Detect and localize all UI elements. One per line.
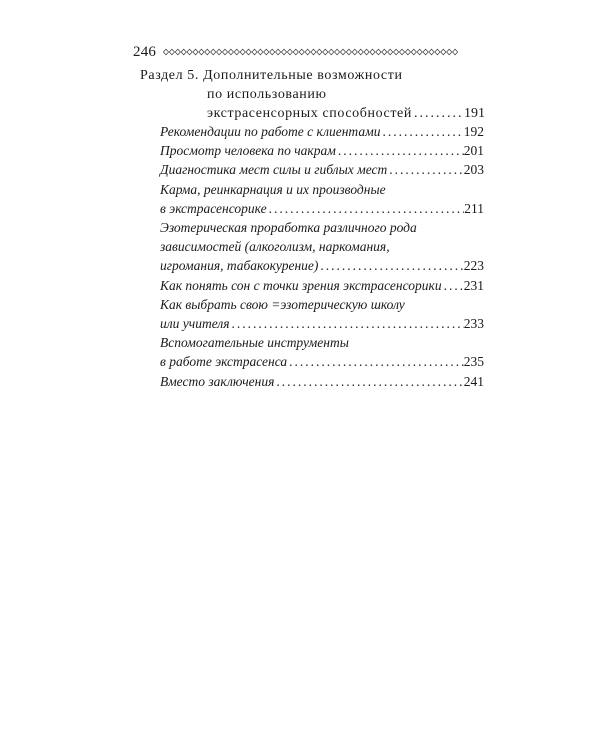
ornament-diamond [181, 49, 186, 55]
ornament-diamond [335, 49, 340, 55]
ornament-diamond [164, 49, 169, 55]
ornament-diamond [453, 49, 458, 55]
ornament-diamond [287, 49, 292, 55]
ornament-diamond [228, 49, 233, 55]
toc-entry-last-line [160, 256, 484, 275]
section-title-line-3 [140, 104, 485, 123]
toc-entry-last-line [160, 199, 484, 218]
dot-leader [442, 276, 464, 295]
dot-leader [380, 122, 463, 141]
toc-entry[interactable] [160, 276, 484, 295]
ornament-diamond [293, 49, 298, 55]
toc-list [160, 122, 484, 391]
ornament-diamond [223, 49, 228, 55]
ornament-diamond [305, 49, 310, 55]
ornament-diamond [346, 49, 351, 55]
toc-entry-title-line: Карма, реинкарнация и их производные [160, 181, 386, 197]
toc-entry[interactable] [160, 295, 484, 333]
toc-entry-last-line [160, 352, 484, 371]
dot-leader [318, 256, 463, 275]
toc-entry-page-number: 241 [463, 373, 484, 389]
ornament-diamond [240, 49, 245, 55]
toc-entry-last-line [160, 141, 484, 160]
toc-entry-page-number: 211 [464, 200, 484, 216]
ornament-diamond [352, 49, 357, 55]
ornament-diamond [246, 49, 251, 55]
ornament-diamond [400, 49, 405, 55]
section-title-line-1: Раздел 5. Дополнительные возможности [140, 68, 403, 83]
toc-entry-page-number: 233 [463, 316, 484, 332]
toc-entry-title: Рекомендации по работе с клиентами [160, 124, 381, 139]
ornament-diamond [193, 49, 198, 55]
ornament-diamond [429, 49, 434, 55]
ornament-diamond [329, 49, 334, 55]
ornament-diamond [264, 49, 269, 55]
toc-entry-last-line [160, 276, 484, 295]
section-title-line-2: по использованию [207, 87, 327, 102]
toc-entry[interactable] [160, 180, 484, 218]
ornament-diamond [411, 49, 416, 55]
dot-leader [387, 160, 463, 179]
ornament-diamond [441, 49, 446, 55]
toc-entry[interactable] [160, 122, 484, 141]
toc-entry[interactable] [160, 218, 484, 276]
ornament-diamond [282, 49, 287, 55]
toc-entry-title: Как понять сон с точки зрения экстрасенсорики [160, 277, 442, 293]
toc-entry-title: или учителя [160, 316, 230, 332]
dot-leader [287, 352, 464, 371]
toc-entry-title: Вместо заключения [160, 373, 275, 389]
ornament-diamond [341, 49, 346, 55]
ornament-diamond [217, 49, 222, 55]
dot-leader [274, 372, 463, 391]
toc-entry-last-line [160, 314, 484, 333]
toc-entry-title-line: зависимостей (алкоголизм, наркомания, [160, 239, 390, 255]
toc-entry-last-line [160, 160, 484, 179]
dot-leader [230, 314, 464, 333]
section-heading [140, 66, 485, 123]
ornament-diamond [317, 49, 322, 55]
toc-entry-last-line [160, 372, 484, 391]
ornament-diamond [417, 49, 422, 55]
dot-leader [412, 104, 464, 123]
toc-entry-title: Диагностика мест силы и гиблых мест [160, 162, 388, 178]
ornament-diamond [175, 49, 180, 55]
toc-entry-title: в экстрасенсорике [160, 200, 267, 216]
ornament-diamond [447, 49, 452, 55]
ornament-diamond [187, 49, 192, 55]
dot-leader [267, 199, 465, 218]
page-number: 246 [133, 44, 157, 60]
toc-entry[interactable] [160, 141, 484, 160]
decorative-ornament [162, 48, 481, 56]
running-header [133, 42, 481, 62]
ornament-diamond [388, 49, 393, 55]
ornament-diamond [423, 49, 428, 55]
ornament-diamond [376, 49, 381, 55]
ornament-diamond [270, 49, 275, 55]
toc-entry[interactable] [160, 160, 484, 179]
ornament-diamond [370, 49, 375, 55]
dot-leader [336, 141, 464, 160]
ornament-diamond [364, 49, 369, 55]
toc-entry-title-line: Эзотерическая проработка различного рода [160, 220, 417, 236]
ornament-diamond [205, 49, 210, 55]
ornament-diamond [405, 49, 410, 55]
ornament-diamond [234, 49, 239, 55]
toc-entry-page-number: 223 [463, 258, 484, 274]
ornament-diamond [211, 49, 216, 55]
toc-entry[interactable] [160, 333, 484, 371]
ornament-diamond [299, 49, 304, 55]
section-title-text: экстрасенсорных способностей [207, 106, 412, 121]
toc-entry-title: игромания, табакокурение) [160, 258, 319, 274]
toc-entry[interactable] [160, 372, 484, 391]
toc-entry-title-line: Как выбрать свою =эзотерическую школу [160, 296, 405, 312]
toc-entry-title: Просмотр человека по чакрам [160, 143, 336, 159]
toc-entry-title-line: Вспомогательные инструменты [160, 335, 349, 351]
section-page-number: 191 [464, 106, 485, 121]
ornament-diamond [258, 49, 263, 55]
toc-entry-page-number: 231 [463, 277, 484, 293]
toc-entry-page-number: 192 [463, 124, 484, 139]
ornament-diamond [394, 49, 399, 55]
toc-entry-page-number: 203 [463, 162, 484, 178]
ornament-diamond [276, 49, 281, 55]
ornament-diamond [252, 49, 257, 55]
toc-entry-page-number: 235 [463, 354, 484, 370]
ornament-diamond [382, 49, 387, 55]
toc-entry-title: в работе экстрасенса [160, 354, 288, 370]
ornament-diamond [358, 49, 363, 55]
toc-entry-last-line [160, 122, 484, 141]
ornament-diamond [323, 49, 328, 55]
ornament-diamond [435, 49, 440, 55]
toc-entry-page-number: 201 [463, 143, 484, 159]
ornament-diamond [169, 49, 174, 55]
ornament-diamond [311, 49, 316, 55]
ornament-diamond [199, 49, 204, 55]
